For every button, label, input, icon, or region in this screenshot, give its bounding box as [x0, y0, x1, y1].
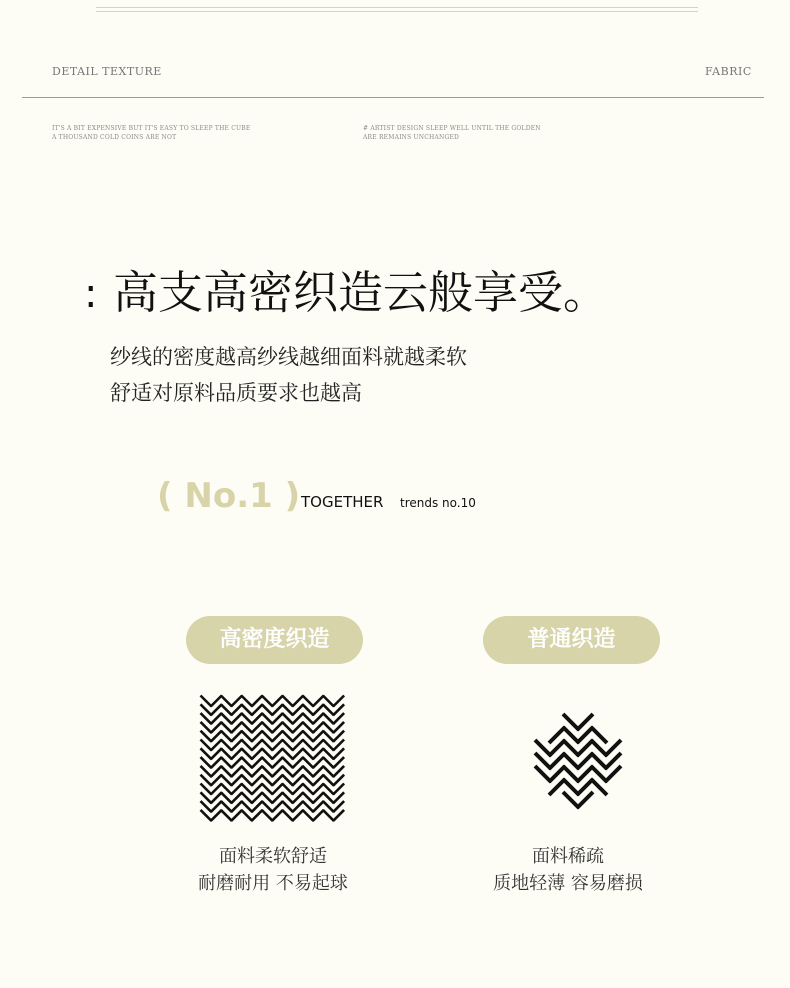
- headline-bullet: :: [84, 271, 98, 317]
- headline-line-1: 纱线的密度越高纱线越细面料就越柔软: [110, 345, 467, 369]
- sparse-weave-icon: [530, 710, 626, 814]
- badge-trends: trends no.10: [400, 496, 476, 510]
- normal-caption-2: 质地轻薄 容易磨损: [493, 873, 643, 894]
- top-rule: [96, 11, 698, 12]
- badge-together: TOGETHER: [301, 493, 384, 511]
- headline-line-2: 舒适对原料品质要求也越高: [110, 381, 362, 405]
- high-caption-1: 面料柔软舒适: [219, 846, 327, 867]
- note-right-line-1: # ARTIST DESIGN SLEEP WELL UNTIL THE GOLDEN: [363, 125, 541, 132]
- badge-number: ( No.1 ): [157, 476, 301, 516]
- note-right-line-2: ARE REMAINS UNCHANGED: [363, 134, 460, 141]
- header-right-label: FABRIC: [705, 65, 752, 78]
- high-density-pill: 高密度织造: [186, 616, 363, 664]
- dense-weave-icon: [198, 692, 348, 822]
- note-left-line-2: A THOUSAND COLD COINS ARE NOT: [52, 134, 177, 141]
- note-right: [363, 124, 541, 142]
- normal-caption-1: 面料稀疏: [532, 846, 604, 867]
- note-left-line-1: IT'S A BIT EXPENSIVE BUT IT'S EASY TO SLEEP THE CUBE: [52, 125, 251, 132]
- high-caption-2: 耐磨耐用 不易起球: [198, 873, 348, 894]
- top-rule: [96, 7, 698, 8]
- header-left-label: DETAIL TEXTURE: [52, 65, 162, 78]
- note-left: [52, 124, 250, 142]
- header-divider: [22, 97, 764, 98]
- headline-title: 高支高密织造云般享受。: [113, 266, 609, 319]
- normal-weave-pill: 普通织造: [483, 616, 660, 664]
